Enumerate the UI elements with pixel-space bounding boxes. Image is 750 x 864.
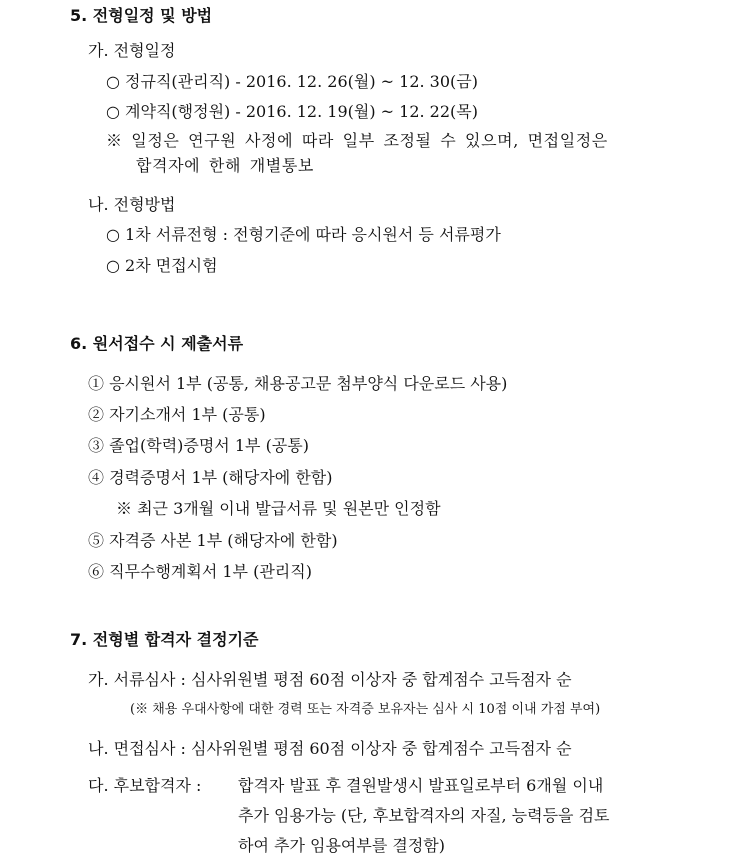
schedule-subheading: 가. 전형일정 [88,41,176,60]
section-5-heading: 5. 전형일정 및 방법 [70,6,213,25]
document-item-3: ③ 졸업(학력)증명서 1부 (공통) [88,436,309,455]
criteria-documents: 가. 서류심사 : 심사위원별 평점 60점 이상자 중 합계점수 고득점자 순 [88,670,572,689]
method-subheading: 나. 전형방법 [88,195,176,214]
criteria-alternate-line1: 합격자 발표 후 결원발생시 발표일로부터 6개월 이내 [238,776,604,795]
criteria-alternate-line2: 추가 임용가능 (단, 후보합격자의 자질, 능력등을 검토 [238,806,610,825]
document-item-2: ② 자기소개서 1부 (공통) [88,405,266,424]
section-6-heading: 6. 원서접수 시 제출서류 [70,334,244,353]
criteria-alternate-line3: 하여 추가 임용여부를 결정함) [238,836,445,855]
method-item-1: ○ 1차 서류전형 : 전형기준에 따라 응시원서 등 서류평가 [106,225,501,244]
criteria-interview: 나. 면접심사 : 심사위원별 평점 60점 이상자 중 합계점수 고득점자 순 [88,739,572,758]
schedule-item-fulltime: ○ 정규직(관리직) - 2016. 12. 26(월) ~ 12. 30(금) [106,72,478,91]
section-7-heading: 7. 전형별 합격자 결정기준 [70,630,259,649]
criteria-alternate-label: 다. 후보합격자 : [88,776,202,795]
document-item-4: ④ 경력증명서 1부 (해당자에 한함) [88,468,333,487]
schedule-note-line2: 합격자에 한해 개별통보 [136,156,314,175]
document-item-1: ① 응시원서 1부 (공통, 채용공고문 첨부양식 다운로드 사용) [88,374,508,393]
schedule-note-line1: ※ 일정은 연구원 사정에 따라 일부 조정될 수 있으며, 면접일정은 [106,131,608,150]
document-note: ※ 최근 3개월 이내 발급서류 및 원본만 인정함 [116,499,441,518]
document-item-5: ⑤ 자격증 사본 1부 (해당자에 한함) [88,531,338,550]
method-item-2: ○ 2차 면접시험 [106,256,218,275]
schedule-item-contract: ○ 계약직(행정원) - 2016. 12. 19(월) ~ 12. 22(목) [106,102,478,121]
criteria-documents-note: (※ 채용 우대사항에 대한 경력 또는 자격증 보유자는 심사 시 10점 이내 가점 부여) [130,702,601,717]
document-item-6: ⑥ 직무수행계획서 1부 (관리직) [88,562,312,581]
